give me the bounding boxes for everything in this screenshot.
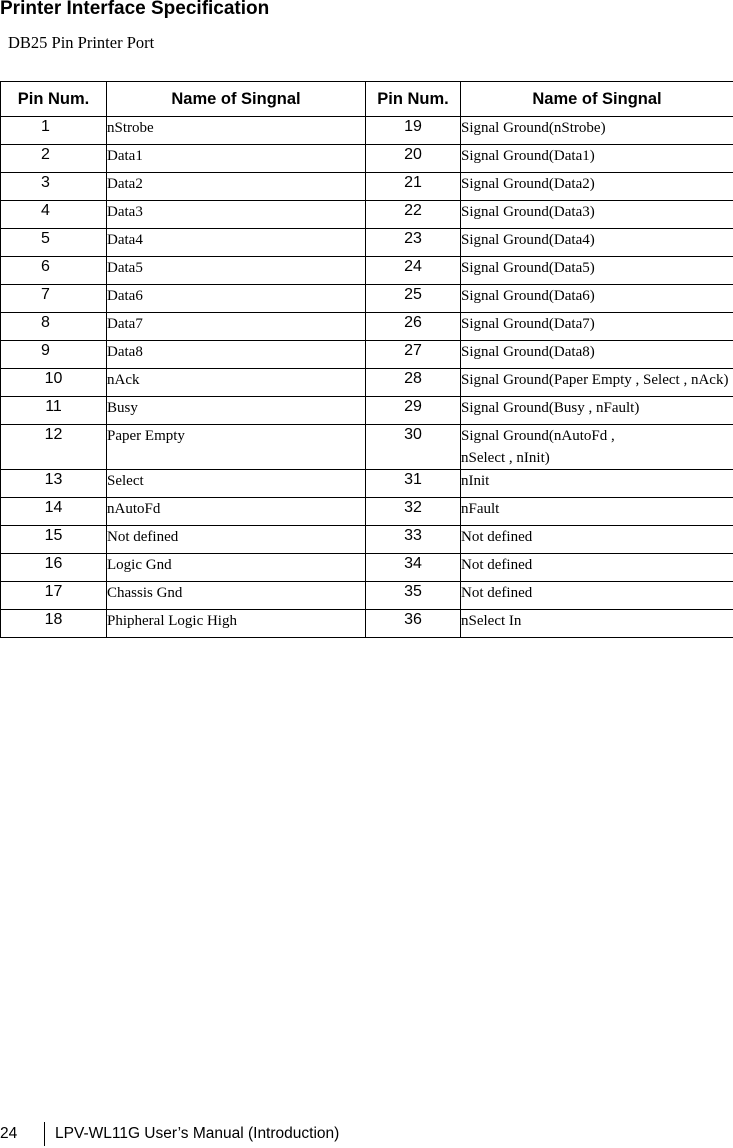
table-row <box>1 526 733 554</box>
signal-name: Signal Ground(nAutoFd , nSelect , nInit) <box>461 425 733 470</box>
pin-number: 17 <box>1 582 107 610</box>
table-row <box>1 425 733 470</box>
pin-number: 13 <box>1 470 107 498</box>
pin-number: 27 <box>366 341 461 369</box>
pin-number: 26 <box>366 313 461 341</box>
signal-name: Data2 <box>107 173 366 201</box>
signal-name: Signal Ground(Data2) <box>461 173 733 201</box>
pin-number: 22 <box>366 201 461 229</box>
pin-number: 1 <box>1 117 107 145</box>
pin-number: 31 <box>366 470 461 498</box>
table-row <box>1 582 733 610</box>
pin-number: 24 <box>366 257 461 285</box>
signal-name: Phipheral Logic High <box>107 610 366 638</box>
table-row <box>1 610 733 638</box>
table-header-row <box>1 82 733 117</box>
table-row <box>1 369 733 397</box>
table-row <box>1 341 733 369</box>
pin-number: 29 <box>366 397 461 425</box>
signal-name: Signal Ground(Data3) <box>461 201 733 229</box>
signal-name: Signal Ground(nStrobe) <box>461 117 733 145</box>
signal-name: Signal Ground(Data8) <box>461 341 733 369</box>
signal-name: nInit <box>461 470 733 498</box>
pin-number: 4 <box>1 201 107 229</box>
signal-name: Data4 <box>107 229 366 257</box>
pin-number: 28 <box>366 369 461 397</box>
pin-number: 3 <box>1 173 107 201</box>
pin-number: 25 <box>366 285 461 313</box>
page-footer <box>0 1124 733 1146</box>
pin-number: 2 <box>1 145 107 173</box>
signal-name: Data7 <box>107 313 366 341</box>
header-signal-name-left: Name of Singnal <box>107 82 366 117</box>
signal-name: Not defined <box>461 582 733 610</box>
pin-number: 6 <box>1 257 107 285</box>
pin-number: 5 <box>1 229 107 257</box>
signal-name: Signal Ground(Busy , nFault) <box>461 397 733 425</box>
pin-number: 16 <box>1 554 107 582</box>
signal-name: Data3 <box>107 201 366 229</box>
signal-name: Data5 <box>107 257 366 285</box>
signal-name: Signal Ground(Data4) <box>461 229 733 257</box>
signal-name: nStrobe <box>107 117 366 145</box>
signal-name: nFault <box>461 498 733 526</box>
signal-name: Signal Ground(Data1) <box>461 145 733 173</box>
pin-number: 35 <box>366 582 461 610</box>
pin-number: 36 <box>366 610 461 638</box>
signal-name: nAutoFd <box>107 498 366 526</box>
pin-table <box>0 81 733 638</box>
pin-number: 23 <box>366 229 461 257</box>
signal-name: Data1 <box>107 145 366 173</box>
pin-number: 18 <box>1 610 107 638</box>
pin-number: 32 <box>366 498 461 526</box>
table-row <box>1 201 733 229</box>
header-pin-num-left: Pin Num. <box>1 82 107 117</box>
table-row <box>1 470 733 498</box>
signal-name: nSelect In <box>461 610 733 638</box>
pin-number: 34 <box>366 554 461 582</box>
signal-name: Not defined <box>461 554 733 582</box>
pin-number: 20 <box>366 145 461 173</box>
table-row <box>1 285 733 313</box>
footer-divider <box>44 1122 45 1146</box>
manual-title: LPV-WL11G User’s Manual (Introduction) <box>55 1125 340 1142</box>
pin-number: 15 <box>1 526 107 554</box>
signal-name: Signal Ground(Data5) <box>461 257 733 285</box>
signal-name: nAck <box>107 369 366 397</box>
table-row <box>1 145 733 173</box>
signal-name: Data8 <box>107 341 366 369</box>
table-row <box>1 173 733 201</box>
signal-name: Chassis Gnd <box>107 582 366 610</box>
header-signal-name-right: Name of Singnal <box>461 82 733 117</box>
pin-number: 19 <box>366 117 461 145</box>
signal-name: Logic Gnd <box>107 554 366 582</box>
pin-number: 30 <box>366 425 461 470</box>
table-row <box>1 313 733 341</box>
pin-number: 11 <box>1 397 107 425</box>
pin-number: 7 <box>1 285 107 313</box>
signal-name: Signal Ground(Data6) <box>461 285 733 313</box>
signal-name: Signal Ground(Data7) <box>461 313 733 341</box>
table-row <box>1 397 733 425</box>
header-pin-num-right: Pin Num. <box>366 82 461 117</box>
pin-number: 33 <box>366 526 461 554</box>
page-title: Printer Interface Specification <box>0 0 270 19</box>
section-subtitle: DB25 Pin Printer Port <box>8 33 155 52</box>
pin-number: 10 <box>1 369 107 397</box>
signal-name: Signal Ground(Paper Empty , Select , nAck) <box>461 369 733 397</box>
table-row <box>1 117 733 145</box>
signal-name: Busy <box>107 397 366 425</box>
signal-name: Paper Empty <box>107 425 366 470</box>
table-row <box>1 498 733 526</box>
signal-name: Not defined <box>461 526 733 554</box>
signal-name: Not defined <box>107 526 366 554</box>
pin-number: 14 <box>1 498 107 526</box>
table-row <box>1 257 733 285</box>
pin-number: 8 <box>1 313 107 341</box>
pin-number: 12 <box>1 425 107 470</box>
signal-name: Select <box>107 470 366 498</box>
table-row <box>1 554 733 582</box>
table-row <box>1 229 733 257</box>
pin-number: 9 <box>1 341 107 369</box>
page-number: 24 <box>0 1125 18 1142</box>
signal-name: Data6 <box>107 285 366 313</box>
pin-number: 21 <box>366 173 461 201</box>
